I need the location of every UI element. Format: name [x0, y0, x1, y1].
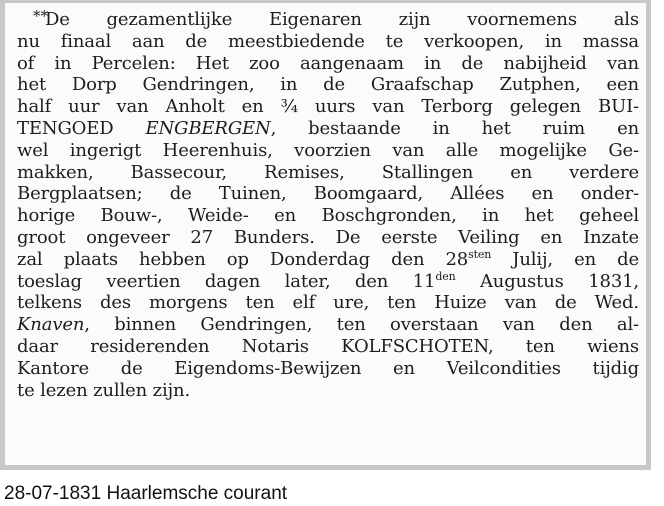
widow-name: Knaven: [17, 314, 85, 336]
ordinal-suffix: sten: [468, 247, 492, 261]
text-line: Bergplaatsen; de Tuinen, Boomgaard, Allées en onder-: [17, 183, 639, 205]
text-line: of in Percelen: Het zoo aangenaam in de nabijheid van: [17, 52, 639, 74]
text-fragment: , binnen Gendringen, ten overstaan van den al-: [84, 314, 639, 336]
text-line: groot ongeveer 27 Bunders. De eerste Veiling en Inzate: [17, 226, 639, 248]
text-fragment: Julij, en de: [491, 248, 640, 270]
text-line: daar residerenden Notaris KOLFSCHOTEN, ten wiens: [17, 335, 639, 357]
asterism-mark: **: [33, 7, 48, 25]
text-line: half uur van Anholt en ¾ uurs van Terborg gelegen BUI-: [17, 96, 639, 118]
text-line: telkens des morgens ten elf ure, ten Huize van de Wed.: [17, 292, 639, 314]
text-line: te lezen zullen zijn.: [17, 379, 191, 401]
text-line: het Dorp Gendringen, in de Graafschap Zutphen, een: [17, 74, 639, 96]
text-line: makken, Bassecour, Remises, Stallingen en verdere: [17, 161, 639, 183]
text-line-date-2: [17, 271, 639, 293]
ordinal-suffix: den: [435, 269, 456, 283]
text-line: Kantore de Eigendoms-Bewijzen en Veilcondities tijdig: [17, 357, 639, 379]
source-caption: 28-07-1831 Haarlemsche courant: [4, 483, 288, 504]
advertisement-text: [17, 9, 639, 401]
text-line: wel ingerigt Heerenhuis, voorzien van alle mogelijke Ge-: [17, 139, 639, 161]
text-line-date-1: [17, 249, 639, 271]
text-line: De gezamentlijke Eigenaren zijn voornemens als: [45, 9, 639, 30]
estate-name: ENGBERGEN: [145, 117, 271, 139]
text-line-knaven: [17, 314, 639, 336]
text-fragment: toeslag veertien dagen later, den 11: [17, 270, 436, 292]
text-line-estate: TENGOED ENGBERGEN, bestaande in het ruim en: [17, 117, 640, 139]
clipping-paper: [5, 3, 646, 465]
text-fragment: , bestaande in het ruim en: [270, 117, 640, 139]
text-line: nu finaal aan de meestbiedende te verkoopen, in massa: [17, 30, 639, 52]
text-fragment: zal plaats hebben op Donderdag den 28: [17, 248, 469, 270]
text-line: horige Bouw-, Weide- en Boschgronden, in het geheel: [17, 205, 639, 227]
text-fragment: Augustus 1831,: [455, 270, 639, 292]
